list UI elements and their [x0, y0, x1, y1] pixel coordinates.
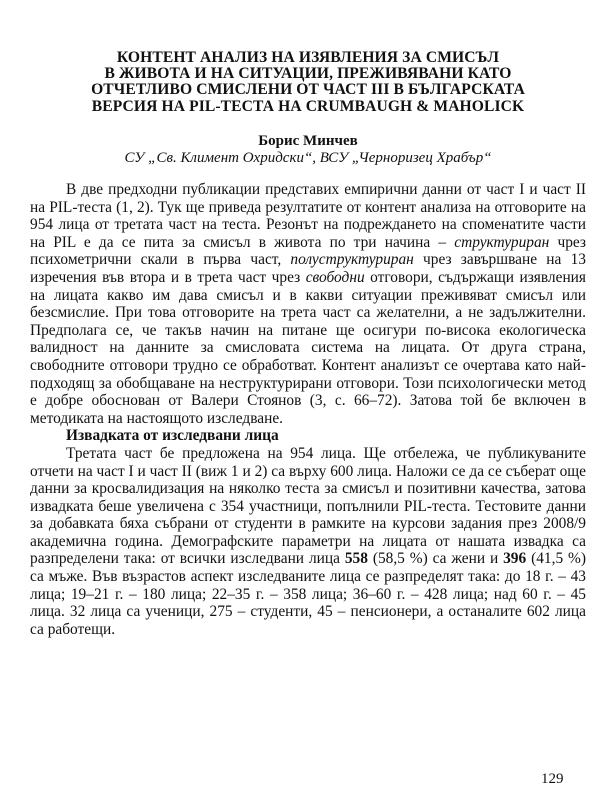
title-line: В ЖИВОТА И НА СИТУАЦИИ, ПРЕЖИВЯВАНИ КАТО [104, 65, 512, 83]
article-body [30, 181, 586, 638]
text-run: чрез психометрични скали в първа част, [30, 233, 587, 269]
men-count: 396 [503, 550, 527, 568]
text-run: В две предходни публикации представих емпирични данни от част I и част II на PIL-теста (1, 2). Тук ще приведа резултатите от контент анализа на отговорите на 954 лица от третата част на теста. Резонът на подреждането на споменатите части на PIL е да се пита за смисъл в живота по три начина – [30, 181, 586, 251]
intro-paragraph [30, 181, 586, 427]
text-run: отговори, съдържащи изявления на лицата какво им дава смисъл и в какви ситуации преживяват смисъл или безсмислие. При това отговорите на трета част са желателни, а не задължителни. Предполага се, че такъв начин на питане ще осигури по-висока екологическа валидност на данните за смисловата система на лицата. От друга страна, свободните отговори трудно се обработват. Контент анализът се очертава като най-подходящ за обобщаване на неструктурирани отговори. Този психологически метод е добре обоснован от Валери Стоянов (3, с. 66–72). Затова той бе включен в методиката на настоящото изследване. [30, 268, 586, 427]
title-line: ВЕРСИЯ НА PIL-ТЕСТА НА CRUMBAUGH & MAHOLICK [91, 97, 525, 115]
article-title [30, 50, 586, 115]
page-number: 129 [541, 771, 564, 787]
title-line: ОТЧЕТЛИВО СМИСЛЕНИ ОТ ЧАСТ III В БЪЛГАРСКАТА [91, 81, 525, 99]
title-line: КОНТЕНТ АНАЛИЗ НА ИЗЯВЛЕНИЯ ЗА СМИСЪЛ [116, 49, 500, 66]
emphasis-free: свободни [305, 268, 365, 286]
author-affiliation: СУ „Св. Климент Охридски“, ВСУ „Черноризец Храбър“ [124, 150, 492, 166]
text-run: Третата част бе предложена на 954 лица. Ще отбележа, че публикуваните отчети на част I и част II (виж 1 и 2) са върху 600 лица. Наложи се да се съберат още данни за кросвалидизация на няколко теста за смисъл и позитивни качества, затова извадката беше увеличена с 354 участници, попълнили PIL-теста. Тестовите данни за добавката бяха събрани от студенти в рамките на курсови задания през 2008/9 академична година. Демографските параметри на лицата от нашата извадка са разпределени така: от всички изследвани лица [30, 444, 586, 568]
author-name: Борис Минчев [258, 133, 358, 149]
text-run: (41,5 %) са мъже. Във възрастов аспект изследваните лица се разпределят така: до 18 г. – 43 лица; 19–21 г. – 180 лица; 22–35 г. – 358 лица; 36–60 г. – 428 лица; над 60 г. – 45 лица. 32 лица са ученици, 275 – студенти, 45 – пенсионери, а останалите 602 лица са работещи. [30, 550, 586, 638]
emphasis-structured: структуриран [454, 233, 550, 251]
sample-paragraph [30, 445, 586, 639]
women-count: 558 [344, 550, 368, 568]
section-heading: Извадката от изследвани лица [66, 427, 279, 445]
text-run: (58,5 %) са жени и [367, 550, 504, 568]
text-run: чрез завършване на 13 изречения във втора и в трета част чрез [30, 251, 586, 286]
emphasis-semistructured: полуструктуриран [290, 251, 414, 269]
